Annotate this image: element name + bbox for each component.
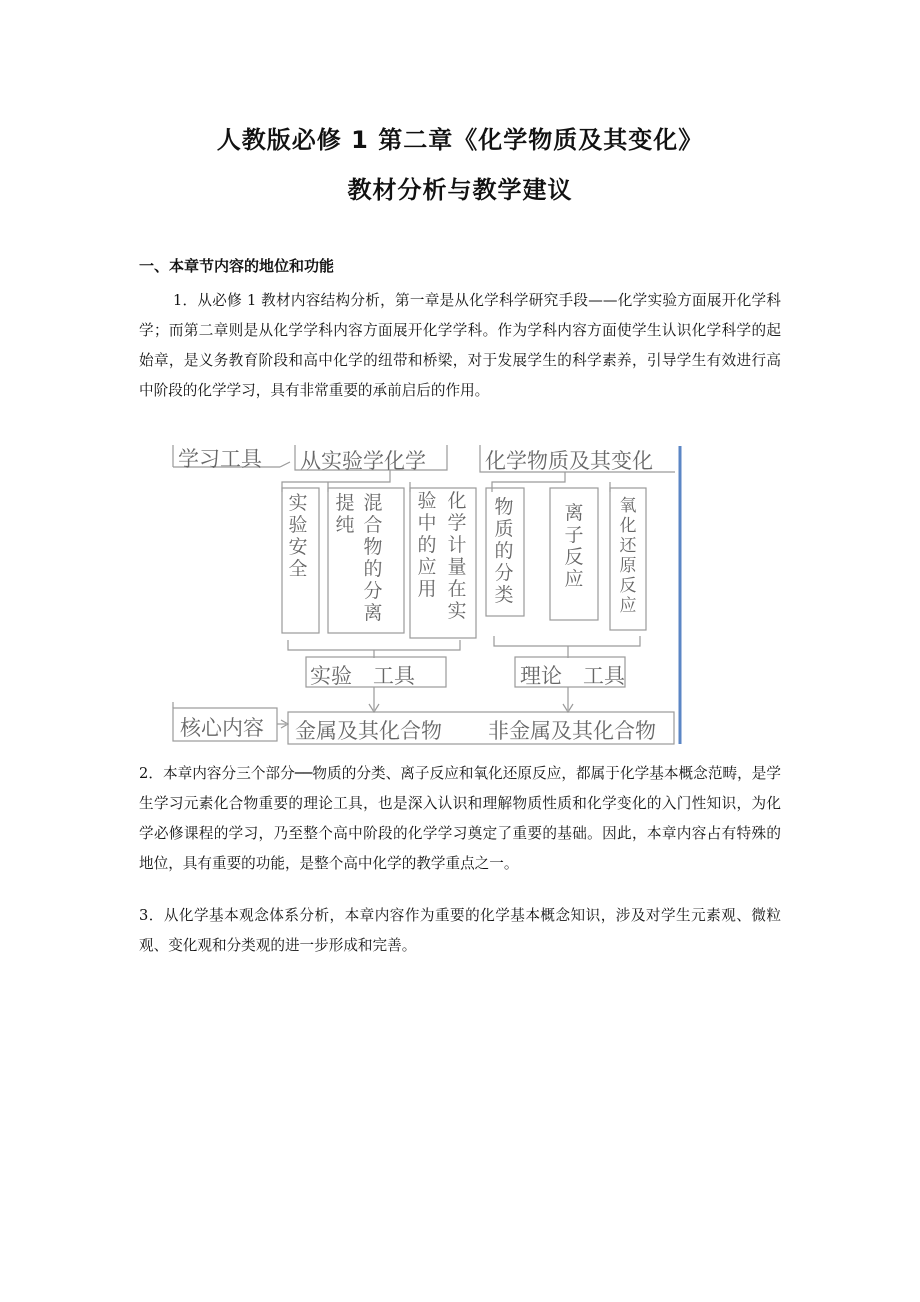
paragraph-1: 1．从必修 1 教材内容结构分析，第一章是从化学科学研究手段——化学实验方面展开化学科学；而第二章则是从化学学科内容方面展开化学学科。作为学科内容方面使学生认识化学科学的起始章，是义务教育阶段和高中化学的纽带和桥梁，对于发展学生的科学素养，引导学生有效进行高中阶段的化学学习，具有非常重要的承前启后的作用。: [139, 292, 781, 399]
item-safety: 实验安全: [288, 492, 308, 580]
experiment-tool-label: 实验 工具: [310, 664, 415, 688]
item-classification: 物质的分类: [494, 496, 514, 606]
chapter-structure-diagram: [170, 440, 685, 746]
section-heading: 一、本章节内容的地位和功能: [139, 257, 335, 275]
item-separation: 混合物的分离: [363, 492, 383, 624]
theory-tool-label: 理论 工具: [520, 664, 625, 688]
paragraph-3: 3．从化学基本观念体系分析，本章内容作为重要的化学基本概念知识，涉及对学生元素观、微粒观、变化观和分类观的进一步形成和完善。: [139, 907, 781, 954]
item-redox: 氧化还原反应: [619, 496, 637, 616]
page-subtitle: 教材分析与教学建议: [347, 176, 573, 204]
item-calc: 化学计量在实: [447, 490, 467, 622]
from-experiment-label: 从实验学化学: [300, 449, 426, 473]
nonmetals-label: 非金属及其化合物: [488, 719, 656, 743]
metals-label: 金属及其化合物: [295, 719, 442, 743]
item-ionic: 离子反应: [564, 502, 584, 590]
item-purify: 提纯: [335, 492, 355, 536]
item-measure-app: 验中的应用: [417, 490, 437, 600]
page-title: 人教版必修 1 第二章《化学物质及其变化》: [216, 126, 704, 154]
chem-substances-label: 化学物质及其变化: [485, 449, 653, 473]
core-content-label: 核心内容: [180, 716, 264, 740]
learning-tools-label: 学习工具: [178, 447, 262, 471]
paragraph-2: 2．本章内容分三个部分──物质的分类、离子反应和氧化还原反应，都属于化学基本概念范畴，是学生学习元素化合物重要的理论工具，也是深入认识和理解物质性质和化学变化的入门性知识，为化学必修课程的学习，乃至整个高中阶段的化学学习奠定了重要的基础。因此，本章内容占有特殊的地位，具有重要的功能，是整个高中化学的教学重点之一。: [139, 765, 781, 872]
